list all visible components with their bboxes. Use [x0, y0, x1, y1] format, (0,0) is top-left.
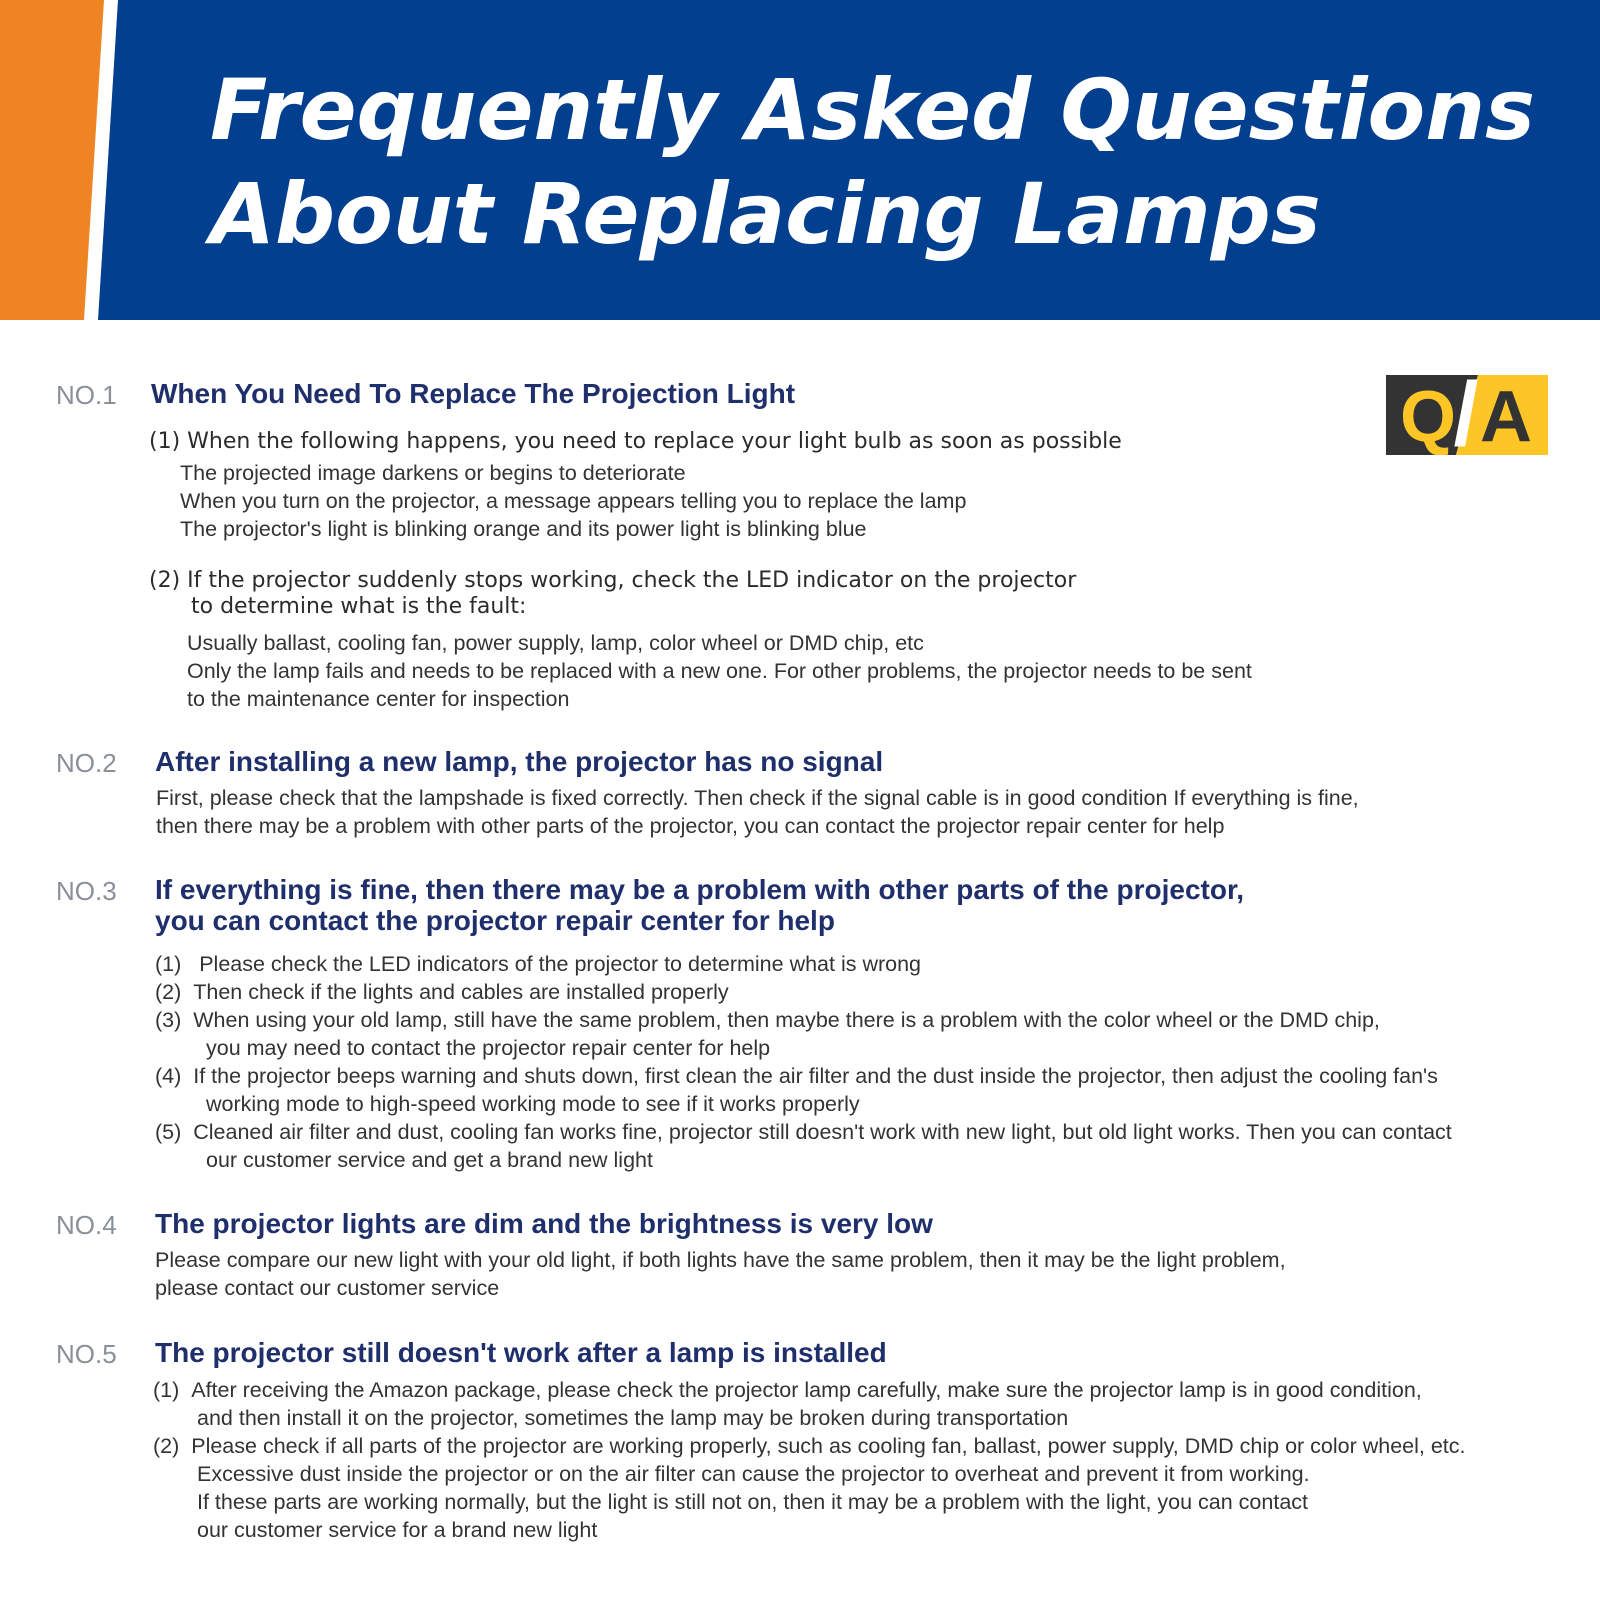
faq-3-item-3-label: (3)	[155, 1008, 182, 1032]
faq-4-line: Please compare our new light with your old light, if both lights have the same problem, then it may be the light problem,	[155, 1248, 1286, 1272]
faq-5-item-2-cont: Excessive dust inside the projector or on the air filter can cause the projector to overheat and prevent it from working.	[197, 1462, 1310, 1486]
faq-question-3	[155, 874, 1244, 936]
faq-number-3: NO.3	[56, 876, 117, 906]
faq-number-5: NO.5	[56, 1339, 117, 1369]
faq-3-item-1-text: Please check the LED indicators of the projector to determine what is wrong	[199, 952, 922, 976]
faq-3-item-5-text: Cleaned air filter and dust, cooling fan works fine, projector still doesn't work with new light, but old light works. Then you can contact	[193, 1120, 1452, 1144]
faq-1-sub-1-text: When the following happens, you need to replace your light bulb as soon as possible	[187, 429, 1122, 454]
faq-5-item-2-text: Please check if all parts of the projector are working properly, such as cooling fan, ballast, power supply, DMD chip or color wheel, etc.	[191, 1434, 1466, 1458]
faq-3-item-1	[155, 950, 921, 978]
faq-question-4: The projector lights are dim and the brightness is very low	[155, 1208, 933, 1239]
faq-3-item-2-text: Then check if the lights and cables are installed properly	[193, 980, 729, 1004]
header-banner	[0, 0, 1600, 320]
faq-3-item-5	[155, 1118, 1452, 1146]
faq-2-line: then there may be a problem with other parts of the projector, you can contact the projector repair center for help	[156, 814, 1225, 838]
faq-4-line: please contact our customer service	[155, 1276, 500, 1300]
faq-5-item-2-label: (2)	[153, 1434, 180, 1458]
faq-question-5: The projector still doesn't work after a lamp is installed	[155, 1337, 887, 1368]
faq-question-3-line-1: If everything is fine, then there may be a problem with other parts of the projector,	[155, 874, 1245, 905]
faq-1-sub-2-item: to the maintenance center for inspection	[187, 687, 570, 711]
faq-1-sub-2	[149, 567, 1076, 595]
faq-5-item-2-cont: If these parts are working normally, but the light is still not on, then it may be a problem with the light, you can contact	[197, 1490, 1308, 1514]
faq-question-2: After installing a new lamp, the projector has no signal	[155, 746, 884, 777]
faq-3-item-5-cont: our customer service and get a brand new light	[206, 1148, 653, 1172]
title-line-1: Frequently Asked Questions	[210, 61, 1536, 159]
faq-3-item-5-label: (5)	[155, 1120, 182, 1144]
faq-1-sub-2-item: Only the lamp fails and needs to be replaced with a new one. For other problems, the projector needs to be sent	[187, 659, 1252, 683]
faq-3-item-4-text: If the projector beeps warning and shuts down, first clean the air filter and the dust inside the projector, then adjust the cooling fan's	[193, 1064, 1438, 1088]
faq-5-item-1-label: (1)	[153, 1378, 180, 1402]
page-title	[210, 58, 1535, 266]
faq-number-4: NO.4	[56, 1210, 117, 1240]
faq-1-sub-2-text-cont: to determine what is the fault:	[191, 594, 527, 619]
faq-3-item-4	[155, 1062, 1438, 1090]
faq-1-sub-2-label: (2)	[149, 568, 181, 593]
faq-3-item-2	[155, 978, 729, 1006]
faq-number-1: NO.1	[56, 380, 117, 410]
faq-1-sub-2-text: If the projector suddenly stops working, check the LED indicator on the projector	[187, 568, 1077, 593]
faq-5-item-2	[153, 1432, 1466, 1460]
orange-accent-bar	[0, 0, 104, 320]
faq-3-item-2-label: (2)	[155, 980, 182, 1004]
faq-3-item-3-cont: you may need to contact the projector repair center for help	[206, 1036, 771, 1060]
faq-5-item-2-cont: our customer service for a brand new light	[197, 1518, 598, 1542]
qa-badge-slash: /	[1453, 375, 1479, 455]
faq-5-item-1-cont: and then install it on the projector, sometimes the lamp may be broken during transportation	[197, 1406, 1069, 1430]
faq-1-sub-1-item: The projector's light is blinking orange and its power light is blinking blue	[180, 517, 867, 541]
faq-2-line: First, please check that the lampshade is fixed correctly. Then check if the signal cable is in good condition If everything is fine,	[156, 786, 1359, 810]
faq-1-sub-1-item: The projected image darkens or begins to deteriorate	[180, 461, 686, 485]
faq-question-3-line-2: you can contact the projector repair center for help	[155, 905, 835, 936]
faq-3-item-1-label: (1)	[155, 952, 182, 976]
qa-badge	[1386, 375, 1548, 455]
faq-3-item-3	[155, 1006, 1380, 1034]
faq-1-sub-2-item: Usually ballast, cooling fan, power supply, lamp, color wheel or DMD chip, etc	[187, 631, 924, 655]
faq-1-sub-1	[149, 428, 1122, 456]
faq-1-sub-1-item: When you turn on the projector, a message appears telling you to replace the lamp	[180, 489, 967, 513]
faq-1-sub-1-label: (1)	[149, 429, 181, 454]
faq-5-item-1-text: After receiving the Amazon package, please check the projector lamp carefully, make sure the projector lamp is in good condition,	[191, 1378, 1422, 1402]
faq-3-item-4-cont: working mode to high-speed working mode to see if it works properly	[206, 1092, 860, 1116]
qa-badge-q: Q	[1399, 377, 1457, 455]
faq-3-item-3-text: When using your old lamp, still have the same problem, then maybe there is a problem with the color wheel or the DMD chip,	[193, 1008, 1380, 1032]
qa-badge-a: A	[1480, 377, 1532, 455]
faq-question-1: When You Need To Replace The Projection Light	[151, 378, 796, 409]
faq-5-item-1	[153, 1376, 1422, 1404]
qa-badge-graphic	[1386, 375, 1548, 455]
title-line-2: About Replacing Lamps	[210, 165, 1321, 263]
faq-3-item-4-label: (4)	[155, 1064, 182, 1088]
faq-number-2: NO.2	[56, 748, 117, 778]
